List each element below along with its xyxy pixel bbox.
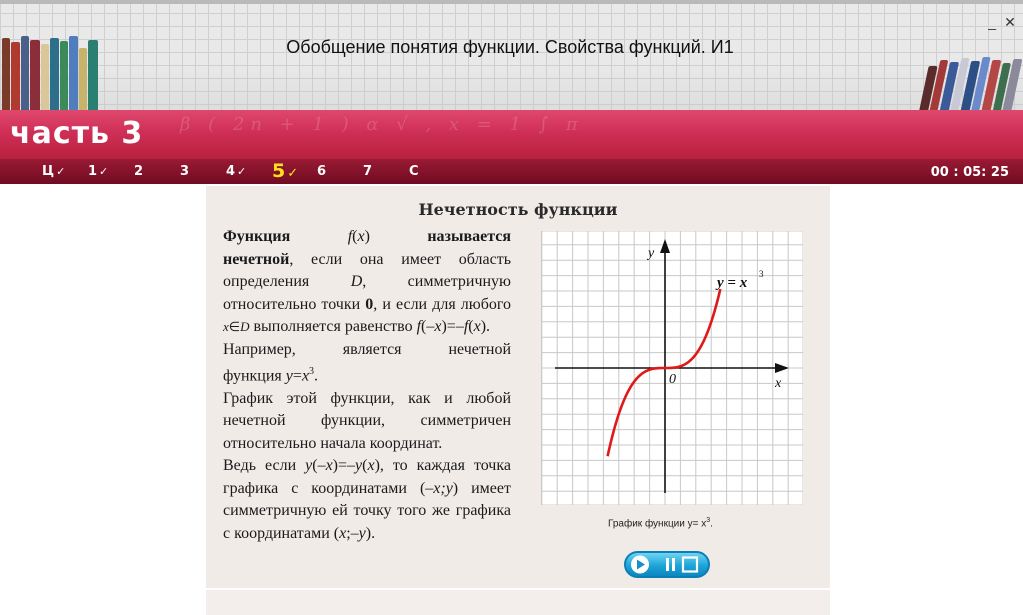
check-icon: ✓ [56, 165, 66, 178]
nav-item-3[interactable]: 3 [180, 164, 190, 179]
stop-icon [683, 558, 697, 572]
curve-label: y = x [717, 275, 748, 291]
close-icon[interactable]: ✕ [1004, 14, 1016, 30]
header-top-strip [0, 0, 1023, 4]
slide-title: Нечетность функции [418, 200, 618, 219]
part-banner [0, 110, 1023, 159]
header [0, 0, 1023, 110]
window-controls [985, 14, 1017, 31]
slide-text: Функция f(x) называется нечетной, если она имеет область определения D, симметричную относительно точки 0, и если для любого x∈D выполняется равенство f(–x)=–f(x). Например, является нечетной функция $y=x^3$. График этой функции, как и любой нечетной функции, симметричен относительно начала координат. Ведь если y(–x)=–y(x), то каждая точка графика с координатами (–x;y) имеет симметричную ей точку того же графика с координатами (x;–y). [223, 228, 512, 542]
nav-item-5-active[interactable]: 5 ✓ [272, 160, 299, 182]
origin-label: 0 [669, 372, 676, 387]
slide-content [206, 186, 830, 613]
nav-item-7[interactable]: 7 [363, 164, 373, 179]
window-title: Обобщение понятия функции. Свойства функций. И1 [286, 37, 734, 57]
nav-item-4[interactable]: 4 ✓ [226, 164, 247, 179]
check-icon: ✓ [237, 165, 247, 178]
books-illustration-left [0, 30, 110, 110]
navigation-bar [0, 159, 1023, 184]
nav-item-c-final[interactable]: С [409, 164, 419, 179]
formula-decoration: β ( 2n + 1 ) α √ , x = 1 ∫ π [180, 114, 584, 135]
player-controls[interactable] [624, 551, 710, 578]
check-icon: ✓ [287, 166, 299, 181]
function-graph [541, 231, 803, 505]
check-icon: ✓ [99, 165, 109, 178]
nav-item-c[interactable]: Ц ✓ [42, 164, 66, 179]
x-axis-label: x [775, 376, 782, 391]
curve-label-exponent: 3 [759, 269, 764, 279]
books-illustration-right [918, 50, 1023, 110]
nav-item-1[interactable]: 1 ✓ [88, 164, 109, 179]
content-footer-strip [206, 588, 830, 615]
nav-item-6[interactable]: 6 [317, 164, 327, 179]
pause-icon [666, 558, 669, 571]
part-label: часть 3 [10, 116, 144, 151]
graph-caption: График функции $y= x^3$. [608, 517, 713, 530]
minimize-icon[interactable]: _ [988, 14, 996, 30]
nav-item-2[interactable]: 2 [134, 164, 144, 179]
timer: 00 : 05: 25 [930, 165, 1009, 180]
y-axis-label: y [648, 246, 655, 261]
